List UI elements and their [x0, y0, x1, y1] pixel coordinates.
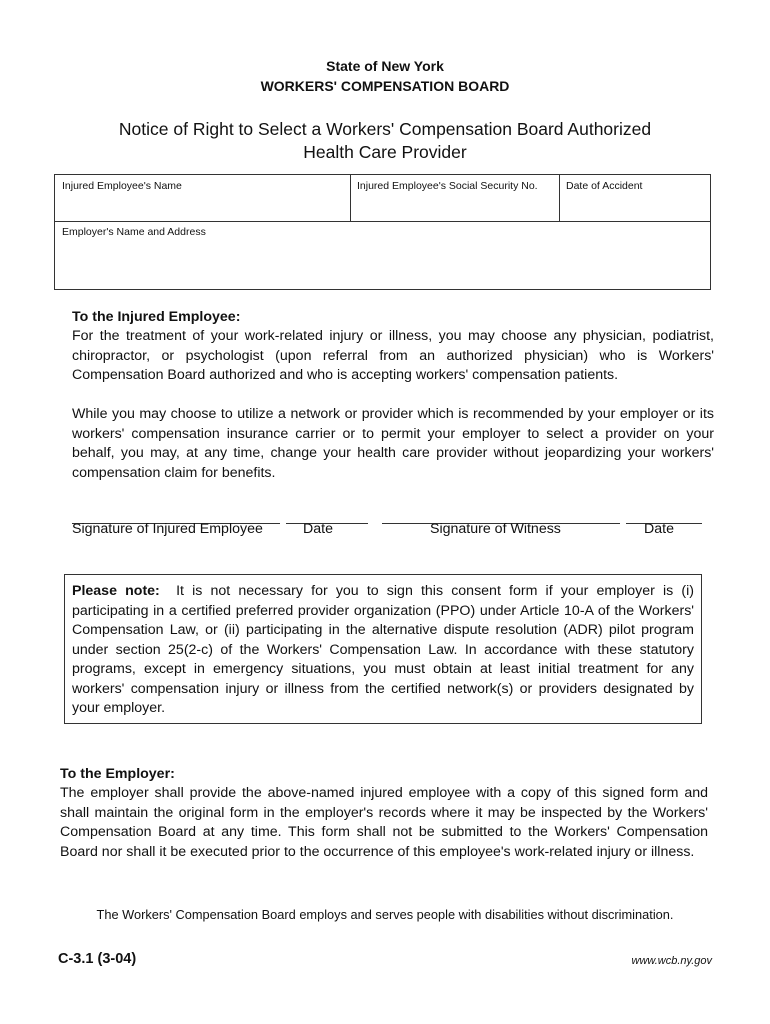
ssn-label: Injured Employee's Social Security No.	[357, 180, 538, 192]
state-heading: State of New York	[326, 58, 444, 74]
date-label-2: Date	[644, 521, 674, 537]
employee-name-label: Injured Employee's Name	[62, 180, 182, 192]
note-text: It is not necessary for you to sign this consent form if your employer is (i) participating in a certified preferred provider organization (PPO) under Article 10-A of the Workers' Compensation Law, or (ii) participating in the alternative dispute resolution (ADR) pilot program under section 25(2-c) of the Workers' Compensation Law. In accordance with these statutory programs, except in emergency situations, you must obtain at least initial treatment for any workers' compensation injury or illness from the certified network(s) or providers designated by your employer.	[72, 583, 694, 716]
form-title-line-1: Notice of Right to Select a Workers' Compensation Board Authorized	[118, 119, 652, 139]
date-label-1: Date	[303, 521, 333, 537]
disability-disclaimer: The Workers' Compensation Board employs and serves people with disabilities without discrimination.	[96, 907, 674, 922]
employer-name-address-field[interactable]	[55, 221, 710, 289]
employer-paragraph: The employer shall provide the above-named injured employee with a copy of this signed form and shall maintain the original form in the employer's records where it may be inspected by the Workers' Compensation Board at any time. This form shall not be submitted to the Workers' Compensation Board nor shall it be executed prior to the occurrence of this employee's work-related injury or illness.	[60, 785, 708, 860]
employee-name-field[interactable]	[55, 175, 350, 221]
witness-signature-label: Signature of Witness	[430, 521, 561, 537]
employee-info-table	[54, 174, 711, 290]
form-number: C-3.1 (3-04)	[58, 951, 137, 967]
board-heading: WORKERS' COMPENSATION BOARD	[260, 78, 510, 94]
ssn-field[interactable]	[350, 175, 559, 221]
employer-section-heading: To the Employer:	[60, 766, 175, 782]
employee-paragraph-2: While you may choose to utilize a network or provider which is recommended by your employer or its workers' compensation insurance carrier or to permit your employer to select a provider on your behalf, you may, at any time, change your health care provider without jeopardizing your workers' compensation claim for benefits.	[72, 406, 714, 481]
date-of-accident-field[interactable]	[559, 175, 711, 221]
form-title-line-2: Health Care Provider	[303, 142, 467, 162]
employee-signature-label: Signature of Injured Employee	[72, 521, 263, 537]
employee-section-heading: To the Injured Employee:	[72, 309, 241, 325]
employee-paragraph-1: For the treatment of your work-related injury or illness, you may choose any physician, podiatrist, chiropractor, or psychologist (upon referral from an authorized physician) who is Workers' Compensation Board authorized and who is accepting workers' compensation patients.	[72, 328, 714, 383]
date-of-accident-label: Date of Accident	[566, 180, 643, 192]
employer-label: Employer's Name and Address	[62, 226, 206, 238]
website-url: www.wcb.ny.gov	[631, 955, 712, 967]
please-note-box	[64, 574, 702, 724]
note-heading: Please note:	[72, 583, 160, 599]
